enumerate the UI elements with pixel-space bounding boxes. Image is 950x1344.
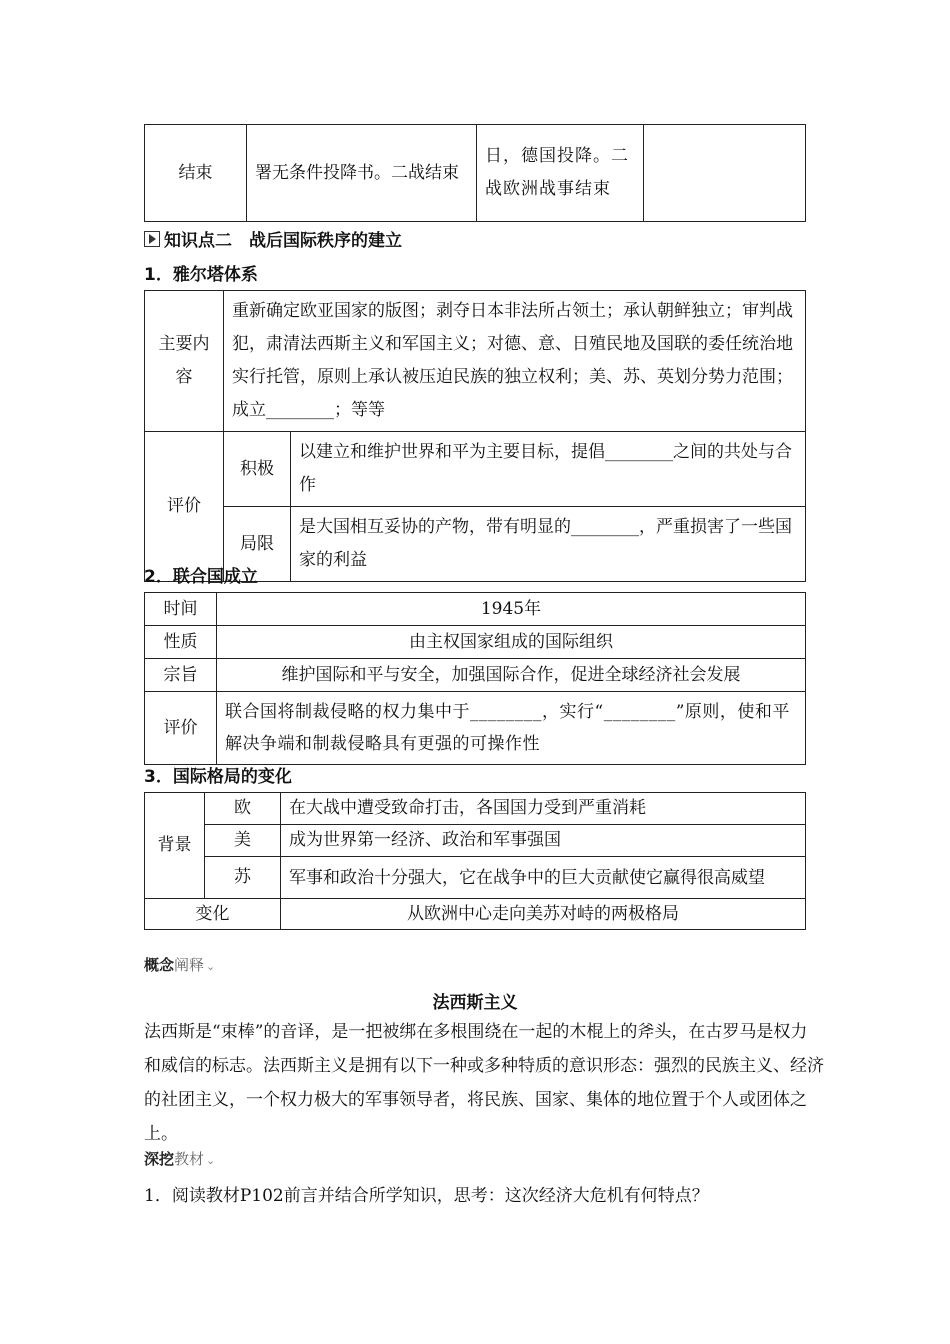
un-value-purpose: 维护国际和平与安全，加强国际合作，促进全球经济社会发展: [217, 659, 806, 692]
end-cell-3: 日，德国投降。二战欧洲战事结束: [477, 125, 644, 222]
dig-tag-light: 教材: [174, 1150, 205, 1168]
un-label-purpose: 宗旨: [145, 659, 217, 692]
concept-title: 法西斯主义: [432, 993, 518, 1013]
change-value: 从欧洲中心走向美苏对峙的两极格局: [281, 899, 806, 930]
play-icon: [144, 231, 160, 247]
change-label: 变化: [145, 899, 281, 930]
un-label-nature: 性质: [145, 626, 217, 659]
concept-tag: [144, 954, 215, 975]
un-value-nature: 由主权国家组成的国际组织: [217, 626, 806, 659]
bg-label: 背景: [145, 793, 205, 899]
un-value-time: 1945年: [217, 593, 806, 626]
positive-text: 以建立和维护世界和平为主要目标，提倡________之间的共处与合作: [291, 432, 806, 507]
main-content-label: 主要内容: [145, 291, 224, 432]
eval-label: 评价: [145, 432, 224, 582]
un-title: 2．联合国成立: [144, 567, 258, 587]
un-label-time: 时间: [145, 593, 217, 626]
bg-ussr-text: 军事和政治十分强大，它在战争中的巨大贡献使它赢得很高威望: [281, 857, 806, 899]
un-table: [144, 592, 806, 765]
row-label-end: 结束: [145, 125, 247, 222]
main-content-text: 重新确定欧亚国家的版图；剥夺日本非法所占领土；承认朝鲜独立；审判战犯，肃清法西斯主义和军国主义；对德、意、日殖民地及国联的委任统治地实行托管，原则上承认被压迫民族的独立权利；美、苏、英划分势力范围；成立________；等等: [224, 291, 806, 432]
top-table: [144, 124, 806, 222]
concept-body: 法西斯是“束棒”的音译，是一把被绑在多根围绕在一起的木棍上的斧头，在古罗马是权力和威信的标志。法西斯主义是拥有以下一种或多种特质的意识形态：强烈的民族主义、经济的社团主义，一个权力极大的军事领导者，将民族、国家、集体的地位置于个人或团体之上。: [144, 1022, 824, 1144]
end-cell-2: 署无条件投降书。二战结束: [247, 125, 477, 222]
yalta-title: 1．雅尔塔体系: [144, 265, 258, 285]
chevron-down-icon: ⌄: [206, 1154, 216, 1167]
limit-label: 局限: [224, 507, 291, 582]
bg-us-text: 成为世界第一经济、政治和军事强国: [281, 825, 806, 857]
limit-text: 是大国相互妥协的产物，带有明显的________，严重损害了一些国家的利益: [291, 507, 806, 582]
pattern-table: [144, 792, 806, 930]
concept-tag-light: 阐释: [174, 956, 205, 974]
dig-tag-bold: 深挖: [144, 1150, 175, 1168]
un-value-eval: 联合国将制裁侵略的权力集中于________，实行“________”原则，使和平解决争端和制裁侵略具有更强的可操作性: [217, 692, 806, 765]
end-cell-4: [644, 125, 806, 222]
bg-us-label: 美: [205, 825, 281, 857]
section-heading-text: 知识点二 战后国际秩序的建立: [164, 231, 402, 251]
bg-europe-label: 欧: [205, 793, 281, 825]
pattern-title: 3．国际格局的变化: [144, 767, 292, 787]
bg-ussr-label: 苏: [205, 857, 281, 899]
un-label-eval: 评价: [145, 692, 217, 765]
dig-question: 1．阅读教材P102前言并结合所学知识，思考：这次经济大危机有何特点？: [144, 1186, 709, 1206]
yalta-table: [144, 290, 806, 582]
concept-tag-bold: 概念: [144, 956, 175, 974]
chevron-down-icon: ⌄: [206, 960, 216, 973]
section-heading: [144, 226, 402, 251]
bg-europe-text: 在大战中遭受致命打击，各国国力受到严重消耗: [281, 793, 806, 825]
dig-tag: [144, 1148, 215, 1169]
positive-label: 积极: [224, 432, 291, 507]
